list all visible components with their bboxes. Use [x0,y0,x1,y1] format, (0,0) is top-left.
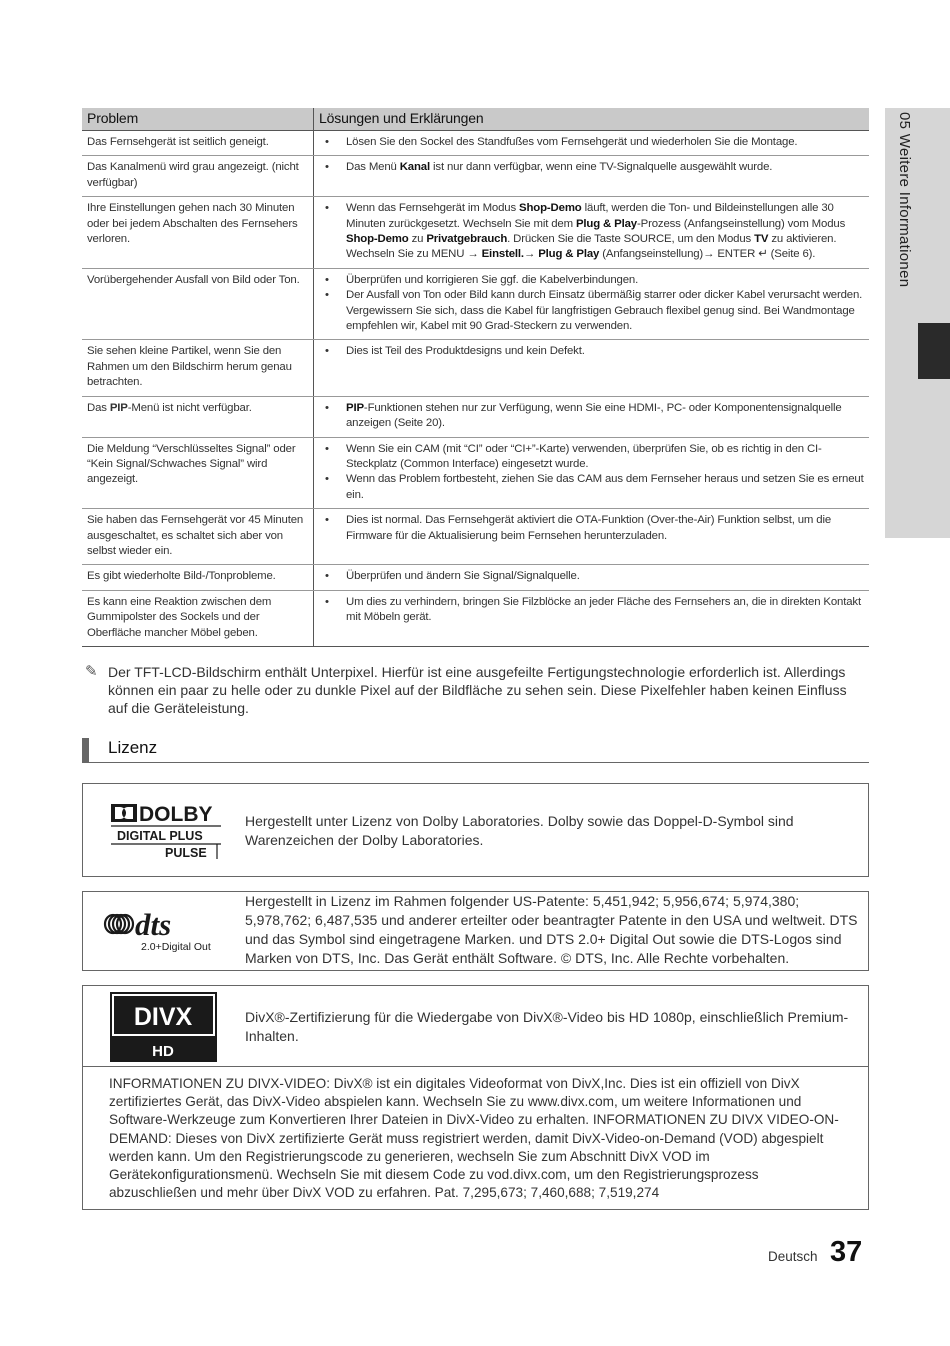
solution-cell [314,340,870,396]
solution-cell [314,509,870,565]
license-box-divx [82,985,869,1210]
pencil-icon: ✎ [85,663,98,680]
solution-cell [314,590,870,646]
table-row [82,156,869,197]
divx-logo-word: DIVX [133,1003,193,1031]
footer-language: Deutsch [768,1249,818,1264]
solution-cell [314,131,870,156]
table-row [82,197,869,269]
solution-item: • Wenn Sie ein CAM (mit “CI” oder “CI+”-Karte) verwenden, überprüfen Sie, ob es richtig in den CI-Steckplatz (Common Interface) eingesetzt wurde. [320,442,864,473]
solution-cell [314,268,870,340]
dolby-logo-sub2: PULSE [165,846,207,860]
license-box-dts [82,891,869,971]
section-divider [82,762,869,763]
solution-item: • Überprüfen und ändern Sie Signal/Signalquelle. [320,569,864,584]
solution-item: • Dies ist normal. Das Fernsehgerät aktiviert die OTA-Funktion (Over-the-Air) Funktion selbst, um die Firmware für die Aktualisierung beim Fernsehen herunterzuladen. [320,513,864,544]
problem-cell: Das Fernsehgerät ist seitlich geneigt. [82,131,314,156]
dolby-logo-sub1: DIGITAL PLUS [117,829,203,843]
solution-cell [314,437,870,509]
solution-item: • Überprüfen und korrigieren Sie ggf. die Kabelverbindungen. [320,273,864,288]
solution-list [320,201,864,263]
divx-license-text: DivX®-Zertifizierung für die Wiedergabe von DivX®-Video bis HD 1080p, einschließlich Premium-Inhalten. [245,1009,849,1044]
chapter-label: 05 Weitere Informationen [896,112,913,288]
solution-list [320,401,864,432]
table-row [82,340,869,396]
table-row [82,396,869,437]
dolby-logo [109,801,223,861]
troubleshooting-table [82,108,869,647]
column-header-problem: Problem [82,108,314,131]
table-row [82,565,869,590]
dts-disc-icon [105,915,133,933]
solution-item: • Das Menü Kanal ist nur dann verfügbar, wenn eine TV-Signalquelle ausgewählt wurde. [320,160,864,175]
note-text: Der TFT-LCD-Bildschirm enthält Unterpixel. Hierfür ist eine ausgefeilte Fertigungstechnologie erforderlich ist. Allerdings können ein paar zu helle oder zu dunkle Pixel auf der Bildfläche zu sehen sein. Diese Pixelfehler haben keinen Einfluss auf die Geräteleistung. [108,664,847,716]
note [85,663,865,717]
dolby-double-d-icon [111,804,137,822]
dolby-license-text: Hergestellt unter Lizenz von Dolby Laboratories. Dolby sowie das Doppel-D-Symbol sind Warenzeichen der Dolby Laboratories. [245,813,794,848]
page-number: 37 [830,1236,863,1268]
table-row [82,509,869,565]
table-header-row [82,108,869,131]
table-row [82,437,869,509]
dts-license-text: Hergestellt in Lizenz im Rahmen folgender US-Patente: 5,451,942; 5,956,674; 5,974,380; 5,978,762; 6,487,535 und anderer erteilter oder beantragter Patente in den USA und weltweit. DTS und das Symbol sind eingetragene Marken. und DTS 2.0+ Digital Out sowie die DTS-Logos sind Marken von DTS, Inc. Das Gerät enthält Software. © DTS, Inc. Alle Rechte vorbehalten. [245,893,858,966]
solution-item: • Der Ausfall von Ton oder Bild kann durch Einsatz übermäßig starrer oder dicker Kabel verursacht werden. Vergewissern Sie sich, dass die Kabel für langfristigen Gebrauch flexibel genug sind. Bei Wandmontage empfehlen wir, Kabel mit 90 Grad-Steckern zu verwenden. [320,288,864,334]
solution-list [320,513,864,544]
solution-list [320,160,864,175]
solution-cell [314,565,870,590]
solution-list [320,595,864,626]
problem-cell: Die Meldung “Verschlüsseltes Signal” oder “Kein Signal/Schwaches Signal” wird angezeigt. [82,437,314,509]
divx-divider [83,1066,868,1067]
solution-list [320,442,864,504]
side-tab-marker [918,323,950,379]
problem-cell: Sie haben das Fernsehgerät vor 45 Minuten ausgeschaltet, es schaltet sich aber von selbst wieder ein. [82,509,314,565]
solution-item: • Wenn das Fernsehgerät im Modus Shop-Demo läuft, werden die Ton- und Bildeinstellungen alle 30 Minuten zurückgesetzt. Wechseln Sie mit dem Plug & Play-Prozess (Anfangseinstellung) vom Modus Shop-Demo zu Privatgebrauch. Drücken Sie die Taste SOURCE, um den Modus TV zu aktivieren. Wechseln Sie zu MENU → Einstell.→ Plug & Play (Anfangseinstellung)→ ENTER ↵ (Seite 6). [320,201,864,263]
solution-list [320,135,864,150]
solution-list [320,273,864,335]
solution-item: • PIP-Funktionen stehen nur zur Verfügung, wenn Sie eine HDMI-, PC- oder Komponentensignalquelle anzeigen (Seite 20). [320,401,864,432]
dolby-logo-word: DOLBY [139,803,213,826]
problem-cell: Ihre Einstellungen gehen nach 30 Minuten oder bei jedem Abschalten des Fernsehers verloren. [82,197,314,269]
table-row [82,590,869,646]
solution-list [320,569,864,584]
divx-logo [110,992,217,1062]
section-title: Lizenz [108,738,158,757]
dts-logo-sub: 2.0+Digital Out [141,941,211,953]
problem-cell: Es kann eine Reaktion zwischen dem Gummipolster des Sockels und der Oberfläche mancher Möbel geben. [82,590,314,646]
problem-cell: Das Kanalmenü wird grau angezeigt. (nicht verfügbar) [82,156,314,197]
license-box-dolby [82,783,869,877]
dts-logo [101,907,216,955]
solution-list [320,344,864,359]
solution-item: • Um dies zu verhindern, bringen Sie Filzblöcke an jeder Fläche des Fernsehers an, die in direkten Kontakt mit Möbeln gerät. [320,595,864,626]
solution-item: • Lösen Sie den Sockel des Standfußes vom Fernsehgerät und wiederholen Sie die Montage. [320,135,864,150]
solution-cell [314,156,870,197]
solution-cell [314,396,870,437]
solution-cell [314,197,870,269]
divx-logo-hd: HD [152,1043,174,1060]
table-body [82,131,869,647]
solution-item: • Wenn das Problem fortbesteht, ziehen Sie das CAM aus dem Fernseher heraus und setzen Sie es erneut ein. [320,472,864,503]
problem-cell: Das PIP-Menü ist nicht verfügbar. [82,396,314,437]
table-row [82,131,869,156]
table-row [82,268,869,340]
section-marker [82,738,89,762]
dts-logo-word: dts [135,907,172,942]
problem-cell: Es gibt wiederholte Bild-/Tonprobleme. [82,565,314,590]
solution-item: • Dies ist Teil des Produktdesigns und kein Defekt. [320,344,864,359]
problem-cell: Sie sehen kleine Partikel, wenn Sie den Rahmen um den Bildschirm herum genau betrachten. [82,340,314,396]
divx-info-text: INFORMATIONEN ZU DIVX-VIDEO: DivX® ist ein digitales Videoformat von DivX,Inc. Dies ist ein offiziell von DivX zertifiziertes Gerät, das DivX-Video abspielen kann. Wechseln Sie zu www.divx.com, um weitere Informationen und Software-Werkzeuge zum Konvertieren Ihrer Dateien in DivX-Video zu erhalten. INFORMATIONEN ZU DIVX VIDEO-ON-DEMAND: Dieses von DivX zertifizierte Gerät muss registriert werden, damit DivX-Video-on-Demand (VOD) abgespielt werden kann. Um den Registrierungscode zu generieren, wechseln Sie zum Abschnitt DivX VOD im Gerätekonfigurationsmenü. Wechseln Sie mit diesem Code zu vod.divx.com, um den Registrierungsprozess abzuschließen und mehr über DivX VOD zu erfahren. Pat. 7,295,673; 7,460,688; 7,519,274 [109,1076,839,1201]
column-header-solution: Lösungen und Erklärungen [314,108,870,131]
problem-cell: Vorübergehender Ausfall von Bild oder Ton. [82,268,314,340]
